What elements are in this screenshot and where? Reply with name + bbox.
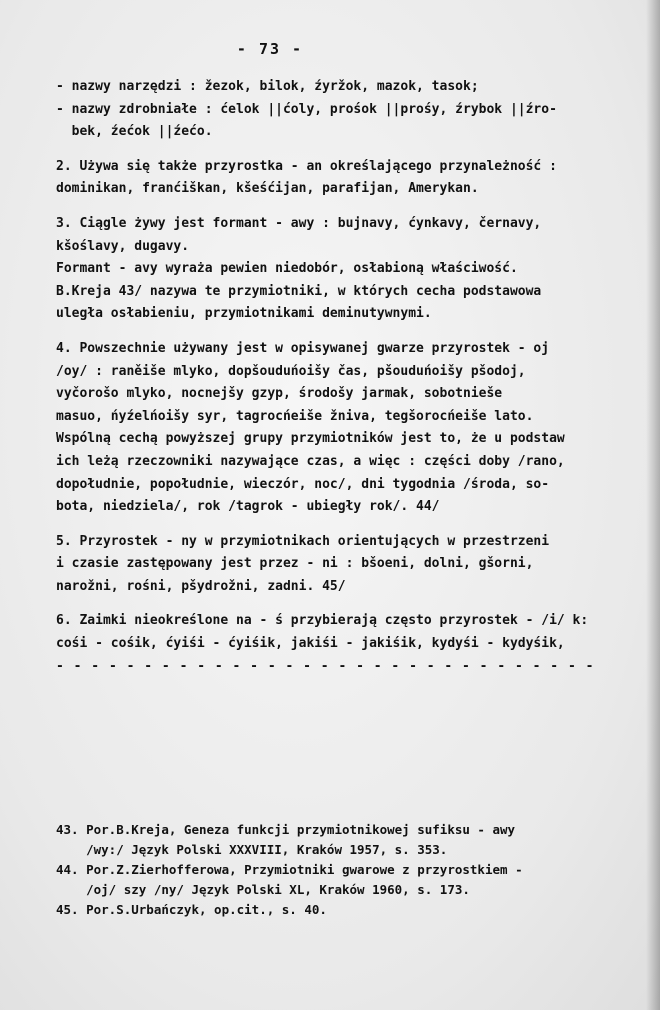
section-5-line: narožni, rośni, pšydrožni, zadni. 45/	[56, 578, 346, 594]
text-line: - nazwy narzędzi : žezok, bilok, źyržok, mazok, tasok;	[56, 79, 479, 94]
footnotes	[56, 820, 652, 920]
section-3-line: kšoślavy, dugavy.	[56, 238, 190, 254]
section-2-line: 2. Używa się także przyrostka - an określającego przynależność :	[56, 158, 557, 174]
footnote-line: 45. Por.S.Urbańczyk, op.cit., s. 40.	[56, 902, 327, 917]
section-4-line: masuo, ńyźelńoišy syr, tagrocńeiše žniva, tegšorocńeiše lato.	[56, 408, 534, 424]
text-line: bek, źećok ||źećo.	[56, 124, 213, 140]
section-6-line: 6. Zaimki nieokreślone na - ś przybierają często przyrostek - /i/ k:	[56, 613, 589, 629]
section-6-line: cośi - cośik, ćyiśi - ćyiśik, jakiśi - jakiśik, kydyśi - kydyśik,	[56, 636, 565, 652]
section-4-line: dopołudnie, popołudnie, wieczór, noc/, dni tygodnia /środa, so-	[56, 476, 550, 492]
footnote-line: /wy:/ Język Polski XXXVIII, Kraków 1957, s. 353.	[56, 842, 448, 857]
section-3-line: 3. Ciągle żywy jest formant - awy : bujnavy, ćynkavy, černavy,	[56, 215, 542, 231]
section-3-line: uległa osłabieniu, przymiotnikami deminutywnymi.	[56, 306, 432, 322]
body-text	[56, 76, 652, 678]
section-3-line: Formant - avy wyraża pewien niedobór, osłabioną właściwość.	[56, 261, 518, 277]
page-number: - 73 -	[236, 40, 304, 58]
section-5-line: 5. Przyrostek - ny w przymiotnikach orientujących w przestrzeni	[56, 533, 550, 549]
section-4-line: bota, niedziela/, rok /tagrok - ubiegły rok/. 44/	[56, 499, 440, 515]
section-4-line: 4. Powszechnie używany jest w opisywanej gwarze przyrostek - oj	[56, 340, 550, 356]
section-4-line: ich leżą rzeczowniki nazywające czas, a więc : części doby /rano,	[56, 453, 565, 469]
footnote-line: 43. Por.B.Kreja, Geneza funkcji przymiotnikowej sufiksu - awy	[56, 822, 516, 837]
text-line: - nazwy zdrobniałe : ćelok ||ćoly, prośok ||prośy, źrybok ||źro-	[56, 101, 557, 117]
section-4-line: vyčorošo mlyko, nocnejšy gzyp, środošy jarmak, sobotnieše	[56, 386, 503, 402]
footnote-separator: - - - - - - - - - - - - - - - - - - - - - - - - - - - - - - -	[56, 658, 595, 674]
section-3-line: B.Kreja 43/ nazywa te przymiotniki, w których cecha podstawowa	[56, 283, 542, 299]
section-4-line: Wspólną cechą powyższej grupy przymiotników jest to, że u podstaw	[56, 431, 565, 447]
section-2-line: dominikan, franćiškan, kšeśćijan, parafijan, Amerykan.	[56, 181, 479, 197]
footnote-line: /oj/ szy /ny/ Język Polski XL, Kraków 1960, s. 173.	[56, 882, 470, 897]
footnote-line: 44. Por.Z.Zierhofferowa, Przymiotniki gwarowe z przyrostkiem -	[56, 862, 523, 877]
section-4-line: /oy/ : raněiše mlyko, dopšouduńoišy čas, pšouduńoišy pšodoj,	[56, 363, 526, 379]
section-5-line: i czasie zastępowany jest przez - ni : bšoeni, dolni, gšorni,	[56, 556, 534, 572]
